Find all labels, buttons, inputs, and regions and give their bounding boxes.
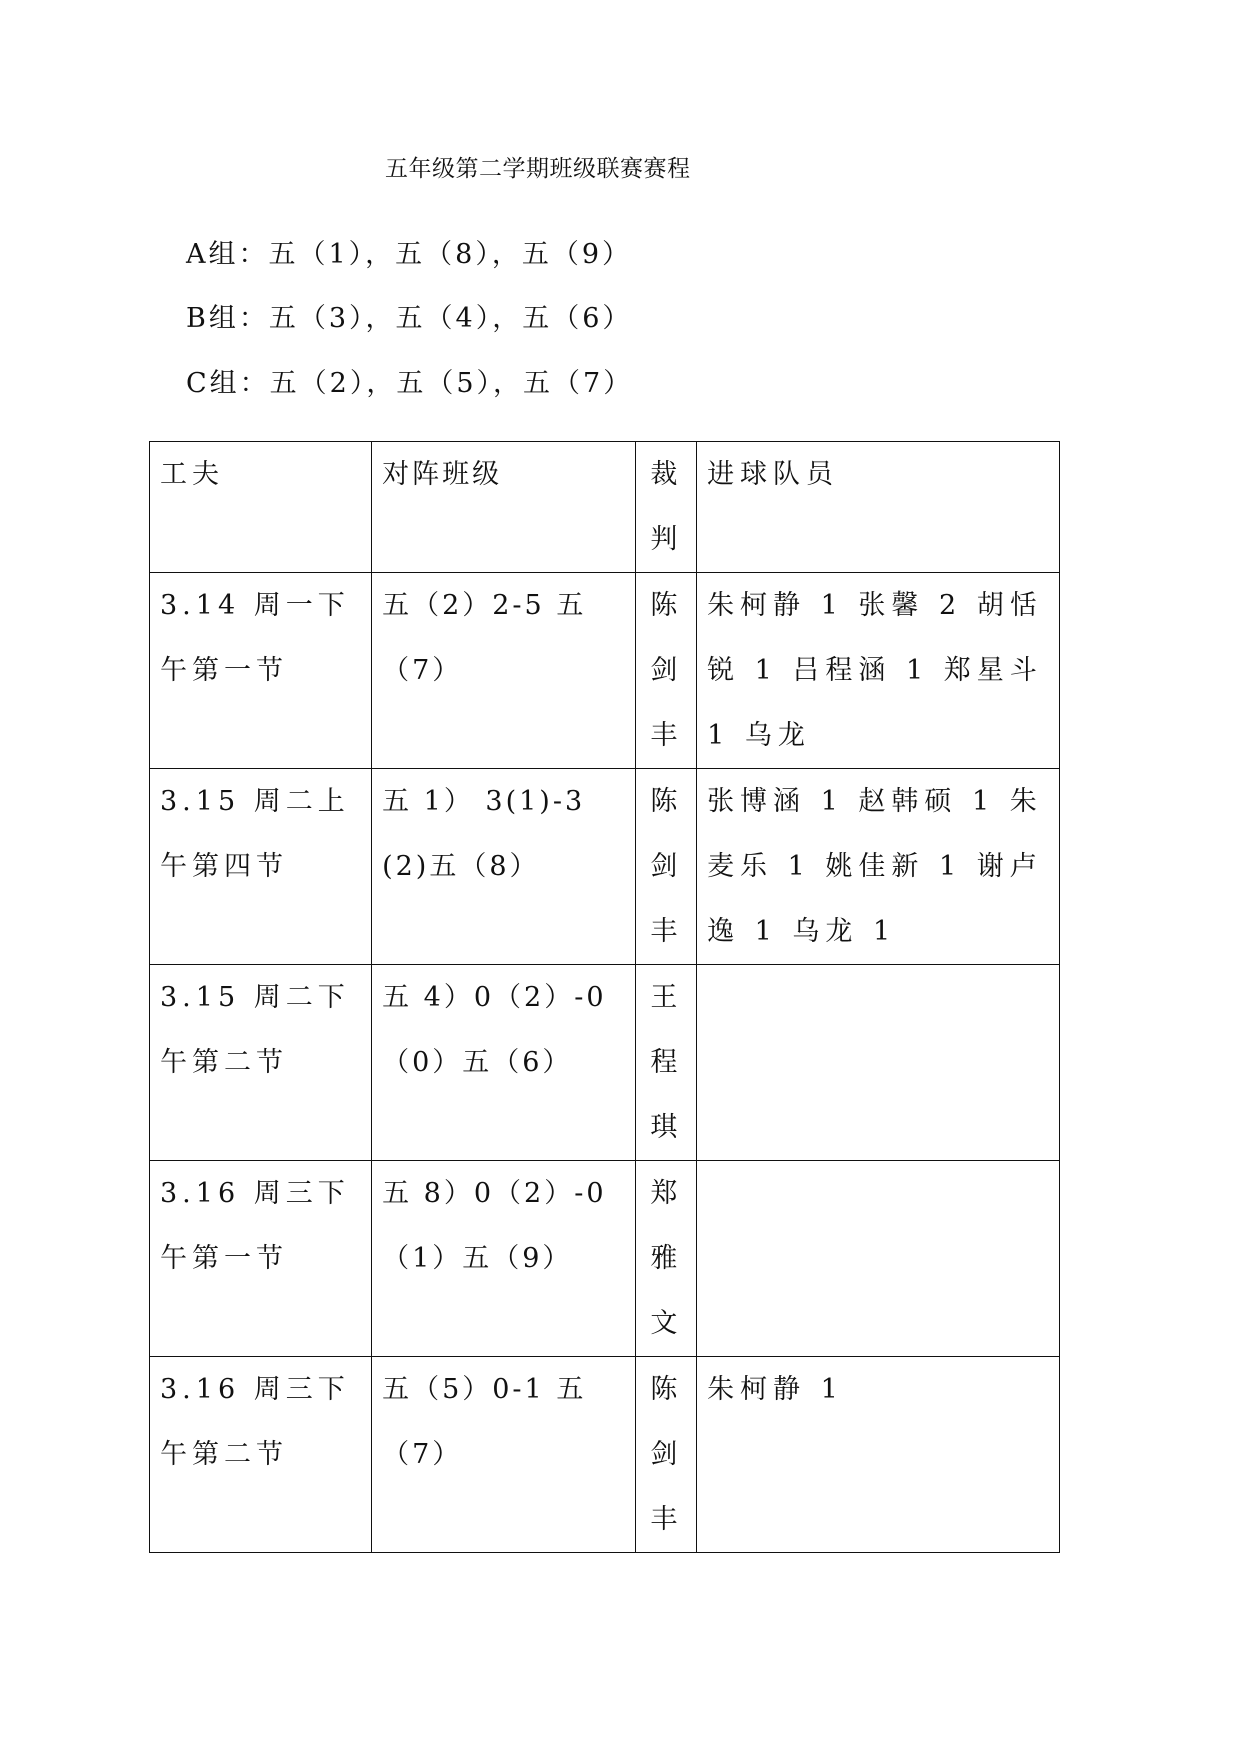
cell-match xyxy=(372,769,636,965)
cell-referee-text: 陈剑丰 xyxy=(650,1374,683,1535)
header-referee-label: 裁判 xyxy=(650,459,683,555)
cell-scorers xyxy=(697,573,1060,769)
table-row xyxy=(150,1357,1060,1553)
cell-match-text: 五 8）0（2）-0（1）五（9） xyxy=(382,1178,607,1274)
cell-match-text: 五（5）0-1 五（7） xyxy=(382,1374,587,1470)
cell-scorers xyxy=(697,1357,1060,1553)
cell-time xyxy=(150,1357,372,1553)
cell-time xyxy=(150,965,372,1161)
header-match-label: 对阵班级 xyxy=(382,459,503,490)
cell-scorers-text: 张博涵 1 赵韩硕 1 朱麦乐 1 姚佳新 1 谢卢逸 1 乌龙 1 xyxy=(707,786,1043,947)
cell-match xyxy=(372,1161,636,1357)
cell-match xyxy=(372,573,636,769)
cell-time xyxy=(150,769,372,965)
cell-referee xyxy=(636,769,697,965)
cell-time-text: 3.16 周三下午第二节 xyxy=(160,1374,350,1470)
page-title: 五年级第二学期班级联赛赛程 xyxy=(385,156,691,182)
cell-match-text: 五 4）0（2）-0（0）五（6） xyxy=(382,982,607,1078)
cell-match xyxy=(372,1357,636,1553)
cell-time-text: 3.15 周二上午第四节 xyxy=(160,786,350,882)
header-scorers-label: 进球队员 xyxy=(707,459,840,490)
cell-time xyxy=(150,1161,372,1357)
cell-match xyxy=(372,965,636,1161)
table-row xyxy=(150,769,1060,965)
cell-scorers-text: 朱柯静 1 xyxy=(707,1374,844,1405)
cell-time-text: 3.16 周三下午第一节 xyxy=(160,1178,350,1274)
cell-time-text: 3.14 周一下午第一节 xyxy=(160,590,350,686)
header-scorers xyxy=(697,442,1060,573)
cell-referee-text: 陈剑丰 xyxy=(650,786,683,947)
cell-referee-text: 陈剑丰 xyxy=(650,590,683,751)
cell-referee-text: 郑雅文 xyxy=(650,1178,683,1339)
schedule-table xyxy=(149,441,1060,1553)
header-match xyxy=(372,442,636,573)
cell-referee-text: 王程琪 xyxy=(650,982,683,1143)
cell-referee xyxy=(636,573,697,769)
cell-match-text: 五 1） 3(1)-3(2)五（8） xyxy=(382,786,586,882)
group-c-line: C组：五（2），五（5），五（7） xyxy=(186,368,634,399)
cell-scorers xyxy=(697,965,1060,1161)
cell-match-text: 五（2）2-5 五（7） xyxy=(382,590,587,686)
header-time xyxy=(150,442,372,573)
cell-time-text: 3.15 周二下午第二节 xyxy=(160,982,350,1078)
cell-scorers-text: 朱柯静 1 张馨 2 胡恬锐 1 吕程涵 1 郑星斗 1 乌龙 xyxy=(707,590,1043,751)
table-row xyxy=(150,965,1060,1161)
cell-referee xyxy=(636,965,697,1161)
table-row xyxy=(150,1161,1060,1357)
group-a-line: A组：五（1），五（8），五（9） xyxy=(186,239,633,270)
header-referee xyxy=(636,442,697,573)
header-time-label: 工夫 xyxy=(160,459,224,490)
table-row xyxy=(150,573,1060,769)
group-b-line: B组：五（3），五（4），五（6） xyxy=(186,303,633,334)
table-header-row xyxy=(150,442,1060,573)
cell-scorers xyxy=(697,769,1060,965)
cell-referee xyxy=(636,1357,697,1553)
cell-time xyxy=(150,573,372,769)
cell-scorers xyxy=(697,1161,1060,1357)
cell-referee xyxy=(636,1161,697,1357)
